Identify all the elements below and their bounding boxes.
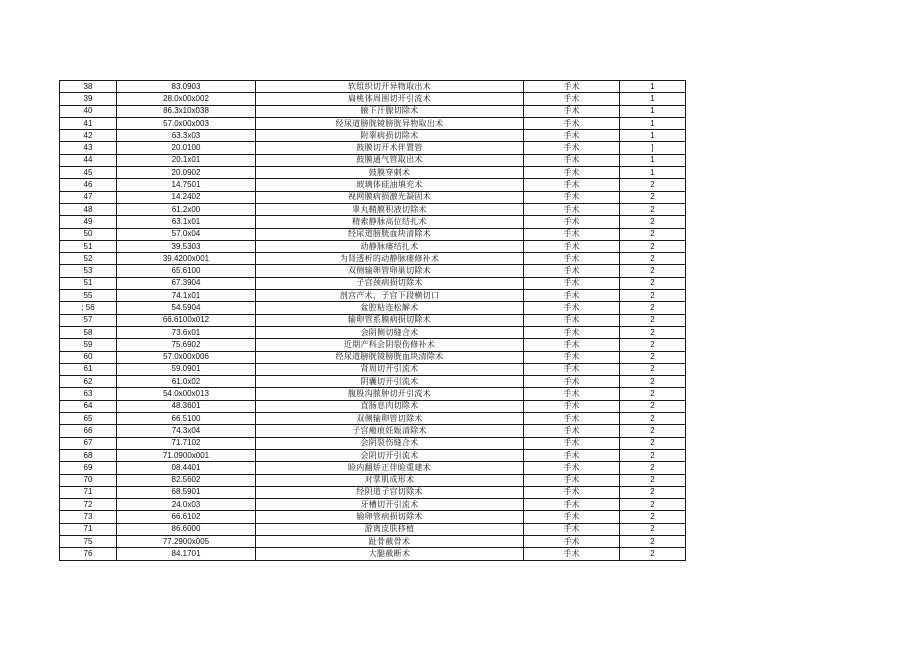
procedure-code-cell: 08.4401 xyxy=(117,462,256,474)
procedure-level-cell: 1 xyxy=(620,167,686,179)
procedure-type-cell: 手术 xyxy=(524,117,620,129)
procedure-code-cell: 86.6000 xyxy=(117,523,256,535)
procedure-type-cell: 手术 xyxy=(524,93,620,105)
row-number-cell: 67 xyxy=(60,437,117,449)
row-number-cell: 70 xyxy=(60,474,117,486)
row-number-cell: 50 xyxy=(60,228,117,240)
row-number-cell: 64 xyxy=(60,400,117,412)
procedure-level-cell: 1 xyxy=(620,105,686,117)
procedure-type-cell: 手术 xyxy=(524,339,620,351)
procedure-code-cell: 75.6902 xyxy=(117,339,256,351)
procedure-type-cell: 手术 xyxy=(524,413,620,425)
table-row xyxy=(60,548,686,560)
table-row xyxy=(60,437,686,449)
table-row xyxy=(60,351,686,363)
table-row xyxy=(60,339,686,351)
procedure-name-cell: 肾周切开引流术 xyxy=(256,363,524,375)
procedure-name-cell: 玻璃体硅油填充术 xyxy=(256,179,524,191)
procedure-type-cell: 手术 xyxy=(524,179,620,191)
row-number-cell: 40 xyxy=(60,105,117,117)
procedure-name-cell: 为肾透析的动静脉瘘修补术 xyxy=(256,253,524,265)
procedure-type-cell: 手术 xyxy=(524,265,620,277)
procedure-type-cell: 手术 xyxy=(524,376,620,388)
table-row xyxy=(60,326,686,338)
procedure-type-cell: 手术 xyxy=(524,277,620,289)
procedure-level-cell: 2 xyxy=(620,302,686,314)
procedure-name-cell: 子宫颈病损切除术 xyxy=(256,277,524,289)
procedure-level-cell: 2 xyxy=(620,265,686,277)
procedure-type-cell: 手术 xyxy=(524,425,620,437)
procedure-code-cell: 57.0x00x006 xyxy=(117,351,256,363)
table-row xyxy=(60,167,686,179)
procedure-code-cell: 57.0x00x003 xyxy=(117,117,256,129)
row-number-cell: 52 xyxy=(60,253,117,265)
procedure-level-cell: 2 xyxy=(620,228,686,240)
procedure-code-cell: 68.5901 xyxy=(117,486,256,498)
row-number-cell: 68 xyxy=(60,449,117,461)
procedure-name-cell: 鼓膜通气管取出术 xyxy=(256,154,524,166)
procedure-code-cell: 20.1x01 xyxy=(117,154,256,166)
procedure-level-cell: 2 xyxy=(620,179,686,191)
row-number-cell: 55 xyxy=(60,290,117,302)
procedure-code-cell: 65.6100 xyxy=(117,265,256,277)
procedure-type-cell: 手术 xyxy=(524,191,620,203)
row-number-cell: ; 56 xyxy=(60,302,117,314)
procedure-level-cell: 2 xyxy=(620,253,686,265)
procedure-level-cell: 2 xyxy=(620,548,686,560)
procedure-type-cell: 手术 xyxy=(524,462,620,474)
procedure-level-cell: 2 xyxy=(620,474,686,486)
procedure-code-cell: 54.5904 xyxy=(117,302,256,314)
procedure-code-cell: 83.0903 xyxy=(117,81,256,93)
procedure-code-cell: 84.1701 xyxy=(117,548,256,560)
procedure-level-cell: 2 xyxy=(620,535,686,547)
table-row xyxy=(60,154,686,166)
table-row xyxy=(60,400,686,412)
table-row xyxy=(60,413,686,425)
procedure-name-cell: 经尿道膀胱镜膀胱血块清除术 xyxy=(256,351,524,363)
procedure-name-cell: 精索静脉高位结扎术 xyxy=(256,216,524,228)
table-row xyxy=(60,535,686,547)
procedure-name-cell: 会阴裂伤缝合术 xyxy=(256,437,524,449)
procedure-type-cell: 手术 xyxy=(524,203,620,215)
procedure-code-cell: 54.0x00x013 xyxy=(117,388,256,400)
table-row xyxy=(60,388,686,400)
procedure-level-cell: 1 xyxy=(620,117,686,129)
procedure-level-cell: 2 xyxy=(620,388,686,400)
row-number-cell: 66 xyxy=(60,425,117,437)
row-number-cell: 49 xyxy=(60,216,117,228)
procedure-level-cell: 2 xyxy=(620,351,686,363)
procedure-code-cell: 74.1x01 xyxy=(117,290,256,302)
row-number-cell: 48 xyxy=(60,203,117,215)
procedure-level-cell: 1 xyxy=(620,93,686,105)
procedure-level-cell: 2 xyxy=(620,462,686,474)
procedure-level-cell: 2 xyxy=(620,413,686,425)
row-number-cell: 65 xyxy=(60,413,117,425)
procedure-code-cell: 66.6102 xyxy=(117,511,256,523)
procedure-name-cell: 剖宫产术，子宫下段横切口 xyxy=(256,290,524,302)
table-row xyxy=(60,511,686,523)
procedure-type-cell: 手术 xyxy=(524,351,620,363)
procedure-level-cell: 2 xyxy=(620,191,686,203)
table-row xyxy=(60,486,686,498)
procedure-type-cell: 手术 xyxy=(524,290,620,302)
procedure-level-cell: ] xyxy=(620,142,686,154)
procedure-code-cell: 86.3x10x038 xyxy=(117,105,256,117)
table-row xyxy=(60,265,686,277)
row-number-cell: 76 xyxy=(60,548,117,560)
row-number-cell: 71 xyxy=(60,523,117,535)
procedure-type-cell: 手术 xyxy=(524,388,620,400)
procedure-type-cell: 手术 xyxy=(524,535,620,547)
table-row xyxy=(60,216,686,228)
procedure-name-cell: 输卵管病损切除术 xyxy=(256,511,524,523)
table-row xyxy=(60,81,686,93)
procedure-name-cell: 近期产科会阴裂伤修补术 xyxy=(256,339,524,351)
procedure-level-cell: 2 xyxy=(620,314,686,326)
procedure-name-cell: 牙槽切开引流术 xyxy=(256,499,524,511)
row-number-cell: 57 xyxy=(60,314,117,326)
procedure-name-cell: 经阴道子宫切除术 xyxy=(256,486,524,498)
table-row xyxy=(60,179,686,191)
procedure-code-cell: 14.7501 xyxy=(117,179,256,191)
procedure-type-cell: 手术 xyxy=(524,228,620,240)
procedure-type-cell: 手术 xyxy=(524,474,620,486)
table-row xyxy=(60,462,686,474)
table-body xyxy=(60,81,686,561)
procedure-code-cell: 57.0x04 xyxy=(117,228,256,240)
procedure-name-cell: 腋下汗腺切除术 xyxy=(256,105,524,117)
procedure-name-cell: 双侧输卵管切除术 xyxy=(256,413,524,425)
procedure-name-cell: 会阴侧切缝合术 xyxy=(256,326,524,338)
procedure-level-cell: 1 xyxy=(620,154,686,166)
procedure-code-cell: 61.0x02 xyxy=(117,376,256,388)
row-number-cell: 43 xyxy=(60,142,117,154)
procedure-level-cell: 2 xyxy=(620,326,686,338)
procedure-code-cell: 39.5303 xyxy=(117,240,256,252)
procedure-name-cell: 趾骨截骨术 xyxy=(256,535,524,547)
row-number-cell: 73 xyxy=(60,511,117,523)
procedure-name-cell: 睾丸鞘膜积液切除术 xyxy=(256,203,524,215)
procedure-code-cell: 63.1x01 xyxy=(117,216,256,228)
procedure-code-cell: 66.5100 xyxy=(117,413,256,425)
procedure-code-cell: 82.5602 xyxy=(117,474,256,486)
table-row xyxy=(60,376,686,388)
table-row xyxy=(60,277,686,289)
procedure-type-cell: 手术 xyxy=(524,314,620,326)
procedure-type-cell: 手术 xyxy=(524,302,620,314)
procedure-level-cell: 2 xyxy=(620,290,686,302)
procedure-name-cell: 腹股沟脓肿切开引流术 xyxy=(256,388,524,400)
procedure-code-cell: 63.3x03 xyxy=(117,130,256,142)
row-number-cell: 69 xyxy=(60,462,117,474)
procedure-level-cell: 2 xyxy=(620,277,686,289)
table-row xyxy=(60,499,686,511)
procedure-type-cell: 手术 xyxy=(524,154,620,166)
procedure-level-cell: 2 xyxy=(620,449,686,461)
procedure-level-cell: 2 xyxy=(620,240,686,252)
procedure-code-cell: 20.0902 xyxy=(117,167,256,179)
row-number-cell: 46 xyxy=(60,179,117,191)
procedure-type-cell: 手术 xyxy=(524,167,620,179)
procedure-level-cell: 2 xyxy=(620,400,686,412)
row-number-cell: 60 xyxy=(60,351,117,363)
procedure-name-cell: 经尿道膀胱镜膀胱异物取出术 xyxy=(256,117,524,129)
row-number-cell: 61 xyxy=(60,363,117,375)
row-number-cell: 44 xyxy=(60,154,117,166)
table-row xyxy=(60,240,686,252)
procedure-level-cell: 2 xyxy=(620,216,686,228)
table-row xyxy=(60,142,686,154)
table-row xyxy=(60,228,686,240)
procedure-code-cell: 67.3904 xyxy=(117,277,256,289)
row-number-cell: 62 xyxy=(60,376,117,388)
procedure-name-cell: 会阴切开引流术 xyxy=(256,449,524,461)
row-number-cell: 45 xyxy=(60,167,117,179)
procedure-level-cell: 2 xyxy=(620,339,686,351)
table-row xyxy=(60,302,686,314)
procedure-type-cell: 手术 xyxy=(524,326,620,338)
procedure-type-cell: 手术 xyxy=(524,511,620,523)
procedure-name-cell: 扁桃体周围切开引流术 xyxy=(256,93,524,105)
procedure-name-cell: 双侧输卵管卵巢切除术 xyxy=(256,265,524,277)
procedure-code-cell: 14.2402 xyxy=(117,191,256,203)
procedure-level-cell: 2 xyxy=(620,499,686,511)
procedure-name-cell: 睑内翻矫正伴睑重建术 xyxy=(256,462,524,474)
procedure-code-cell: 24.0x03 xyxy=(117,499,256,511)
procedure-name-cell: 经尿道膀胱血块清除术 xyxy=(256,228,524,240)
procedure-type-cell: 手术 xyxy=(524,130,620,142)
procedure-type-cell: 手术 xyxy=(524,363,620,375)
row-number-cell: 47 xyxy=(60,191,117,203)
row-number-cell: 63 xyxy=(60,388,117,400)
procedure-code-cell: 71.0900x001 xyxy=(117,449,256,461)
procedure-name-cell: 大腿截断术 xyxy=(256,548,524,560)
procedure-code-cell: 61.2x00 xyxy=(117,203,256,215)
procedure-name-cell: 鼓膜切开术伴置管 xyxy=(256,142,524,154)
table-row xyxy=(60,474,686,486)
procedure-name-cell: 子宫瘢痕妊娠清除术 xyxy=(256,425,524,437)
procedure-name-cell: 阴囊切开引流术 xyxy=(256,376,524,388)
table-row xyxy=(60,93,686,105)
procedure-type-cell: 手术 xyxy=(524,548,620,560)
procedure-level-cell: 2 xyxy=(620,203,686,215)
procedure-type-cell: 手术 xyxy=(524,499,620,511)
procedure-type-cell: 手术 xyxy=(524,437,620,449)
procedure-code-cell: 77.2900x005 xyxy=(117,535,256,547)
procedure-type-cell: 手术 xyxy=(524,105,620,117)
procedure-type-cell: 手术 xyxy=(524,523,620,535)
procedure-level-cell: 2 xyxy=(620,486,686,498)
procedure-code-cell: 73.6x01 xyxy=(117,326,256,338)
procedure-name-cell: 软组织切开异物取出术 xyxy=(256,81,524,93)
procedure-type-cell: 手术 xyxy=(524,449,620,461)
procedure-name-cell: 附睾病损切除术 xyxy=(256,130,524,142)
row-number-cell: 75 xyxy=(60,535,117,547)
procedure-level-cell: 1 xyxy=(620,130,686,142)
procedure-name-cell: 输卵管系膜病损切除术 xyxy=(256,314,524,326)
table-row xyxy=(60,253,686,265)
procedure-type-cell: 手术 xyxy=(524,142,620,154)
procedure-level-cell: 1 xyxy=(620,81,686,93)
procedure-type-cell: 手术 xyxy=(524,216,620,228)
procedure-code-cell: 39.4200x001 xyxy=(117,253,256,265)
procedure-code-cell: 59.0901 xyxy=(117,363,256,375)
procedure-name-cell: 动静脉瘘结扎术 xyxy=(256,240,524,252)
procedure-code-cell: 48.3601 xyxy=(117,400,256,412)
procedure-type-cell: 手术 xyxy=(524,240,620,252)
row-number-cell: 53 xyxy=(60,265,117,277)
procedure-level-cell: 2 xyxy=(620,437,686,449)
table-row xyxy=(60,105,686,117)
procedure-name-cell: 视网膜病损激光凝固术 xyxy=(256,191,524,203)
procedure-name-cell: 盆腔粘连松解术 xyxy=(256,302,524,314)
row-number-cell: 42 xyxy=(60,130,117,142)
procedure-level-cell: 2 xyxy=(620,425,686,437)
procedure-level-cell: 2 xyxy=(620,376,686,388)
procedure-table xyxy=(59,80,686,561)
procedure-code-cell: 28.0x00x002 xyxy=(117,93,256,105)
row-number-cell: 71 xyxy=(60,486,117,498)
procedure-type-cell: 手术 xyxy=(524,81,620,93)
table-row xyxy=(60,290,686,302)
procedure-name-cell: 对掌肌成形术 xyxy=(256,474,524,486)
row-number-cell: 41 xyxy=(60,117,117,129)
table-row xyxy=(60,191,686,203)
procedure-level-cell: 2 xyxy=(620,363,686,375)
row-number-cell: 38 xyxy=(60,81,117,93)
procedure-name-cell: 直肠息肉切除术 xyxy=(256,400,524,412)
table-row xyxy=(60,203,686,215)
table-row xyxy=(60,523,686,535)
table-row xyxy=(60,314,686,326)
table-row xyxy=(60,425,686,437)
procedure-name-cell: 游离皮肤移植 xyxy=(256,523,524,535)
table-row xyxy=(60,449,686,461)
table-row xyxy=(60,130,686,142)
procedure-code-cell: 66.6100x012 xyxy=(117,314,256,326)
procedure-name-cell: 鼓膜穿刺术 xyxy=(256,167,524,179)
procedure-code-cell: 74.3x04 xyxy=(117,425,256,437)
procedure-type-cell: 手术 xyxy=(524,253,620,265)
row-number-cell: 72 xyxy=(60,499,117,511)
procedure-type-cell: 手术 xyxy=(524,486,620,498)
procedure-type-cell: 手术 xyxy=(524,400,620,412)
row-number-cell: 59 xyxy=(60,339,117,351)
procedure-code-cell: 71.7102 xyxy=(117,437,256,449)
procedure-level-cell: 2 xyxy=(620,523,686,535)
procedure-level-cell: 2 xyxy=(620,511,686,523)
row-number-cell: 51 xyxy=(60,240,117,252)
table-row xyxy=(60,117,686,129)
row-number-cell: 51 xyxy=(60,277,117,289)
row-number-cell: 39 xyxy=(60,93,117,105)
procedure-code-cell: 20.0100 xyxy=(117,142,256,154)
row-number-cell: 58 xyxy=(60,326,117,338)
table-row xyxy=(60,363,686,375)
